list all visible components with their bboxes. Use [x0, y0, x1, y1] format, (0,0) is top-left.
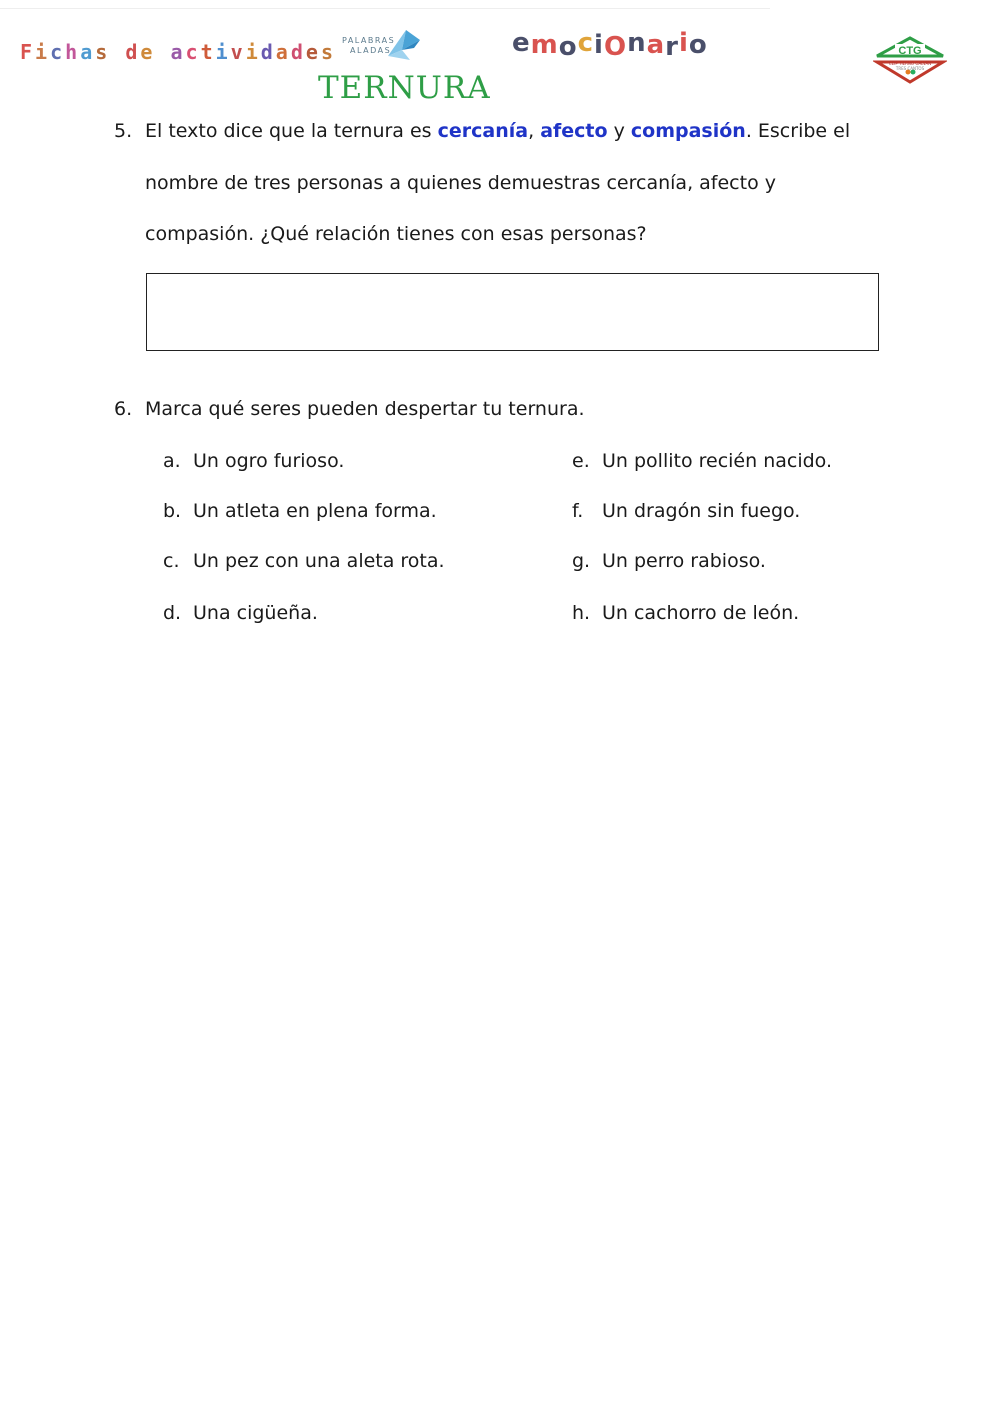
- option-h[interactable]: [572, 602, 799, 624]
- separator: ,: [528, 120, 541, 142]
- emocionario-letter: r: [665, 32, 679, 62]
- fichas-letter: c: [185, 40, 201, 64]
- emocionario-letter: a: [646, 30, 666, 60]
- emocionario-logo: [512, 30, 708, 60]
- keyword-afecto: afecto: [540, 120, 608, 142]
- option-e[interactable]: [572, 450, 832, 472]
- fichas-letter: d: [290, 40, 306, 64]
- option-text: Un pollito recién nacido.: [602, 450, 833, 472]
- option-a[interactable]: [163, 450, 344, 472]
- keyword-compasion: compasión: [630, 120, 746, 142]
- fichas-letter: v: [230, 40, 246, 64]
- emocionario-letter: O: [603, 32, 628, 62]
- emocionario-letter: i: [594, 30, 604, 60]
- question-5-text-end: . Escribe el: [745, 120, 851, 142]
- option-letter: d.: [163, 602, 182, 624]
- fichas-letter: e: [305, 40, 321, 64]
- option-g[interactable]: [572, 550, 766, 572]
- school-name-text: CEIP TIERNO GALVÁN: [888, 61, 932, 66]
- emocionario-letter: e: [512, 28, 531, 58]
- fichas-letter: s: [320, 40, 336, 64]
- option-text: Un perro rabioso.: [602, 550, 766, 572]
- option-text: Un atleta en plena forma.: [193, 500, 437, 522]
- top-divider: [0, 8, 770, 9]
- fichas-letter: i: [245, 40, 261, 64]
- paper-bird-icon: [384, 26, 424, 66]
- fichas-letter: i: [35, 40, 51, 64]
- school-town-text: TRES CANTOS: [895, 66, 925, 71]
- answer-box[interactable]: [146, 273, 879, 351]
- emocionario-letter: o: [688, 30, 708, 60]
- option-d[interactable]: [163, 602, 318, 624]
- fichas-letter: a: [275, 40, 291, 64]
- option-letter: c.: [163, 550, 180, 572]
- option-letter: f.: [572, 500, 584, 522]
- emocionario-letter: i: [678, 28, 689, 58]
- fichas-letter: F: [20, 40, 36, 64]
- option-text: Un dragón sin fuego.: [602, 500, 801, 522]
- fichas-letter: [110, 40, 125, 64]
- emocionario-letter: c: [577, 28, 595, 58]
- question-6-text: Marca qué seres pueden despertar tu ternura.: [145, 398, 585, 420]
- fichas-letter: a: [80, 40, 96, 64]
- option-f[interactable]: [572, 500, 800, 522]
- emocionario-letter: m: [530, 30, 559, 60]
- option-text: Un cachorro de león.: [602, 602, 800, 624]
- separator: y: [607, 120, 631, 142]
- option-letter: g.: [572, 550, 591, 572]
- palabras-logo-text: PALABRAS: [342, 36, 396, 45]
- option-letter: b.: [163, 500, 182, 522]
- question-5-text-start: El texto dice que la ternura es: [145, 120, 438, 142]
- fichas-letter: c: [50, 40, 66, 64]
- fichas-letter: h: [65, 40, 81, 64]
- palabras-aladas-logo: [336, 26, 426, 68]
- option-text: Un ogro furioso.: [193, 450, 345, 472]
- fichas-letter: s: [95, 40, 111, 64]
- option-c[interactable]: [163, 550, 445, 572]
- question-5-line-3: compasión. ¿Qué relación tienes con esas personas?: [145, 223, 647, 245]
- emocionario-letter: n: [627, 28, 647, 58]
- question-5-line-2: nombre de tres personas a quienes demuestras cercanía, afecto y: [145, 172, 776, 194]
- fichas-letter: a: [170, 40, 186, 64]
- option-letter: a.: [163, 450, 181, 472]
- emocionario-letter: o: [558, 32, 578, 62]
- fichas-letter: i: [215, 40, 231, 64]
- svg-text:CTG: CTG: [898, 45, 922, 57]
- school-logo: [873, 36, 947, 86]
- option-letter: h.: [572, 602, 591, 624]
- fichas-letter: [155, 40, 170, 64]
- option-letter: e.: [572, 450, 590, 472]
- keyword-cercania: cercanía: [437, 120, 529, 142]
- aladas-logo-text: ALADAS: [350, 46, 392, 55]
- fichas-letter: t: [200, 40, 216, 64]
- fichas-letter: d: [125, 40, 141, 64]
- fichas-de-actividades-heading: [20, 40, 336, 64]
- fichas-letter: d: [260, 40, 276, 64]
- question-5-line-1: [145, 120, 850, 142]
- page-title: TERNURA: [318, 70, 491, 106]
- option-text: Un pez con una aleta rota.: [193, 550, 445, 572]
- option-b[interactable]: [163, 500, 437, 522]
- option-text: Una cigüeña.: [193, 602, 318, 624]
- fichas-letter: e: [140, 40, 156, 64]
